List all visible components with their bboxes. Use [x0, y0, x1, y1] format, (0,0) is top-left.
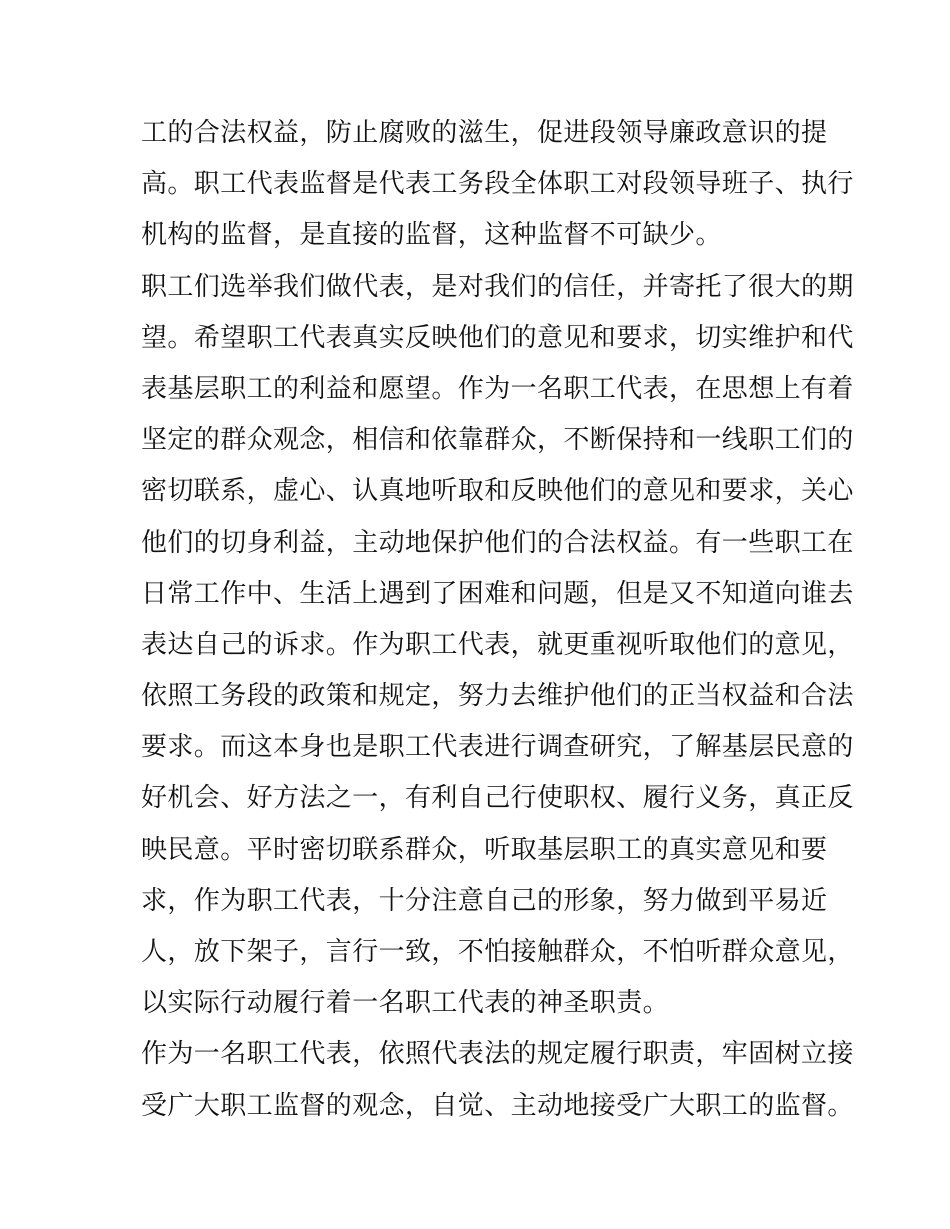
- text-line: 望。希望职工代表真实反映他们的意见和要求，切实维护和代: [141, 322, 854, 353]
- text-line: 坚定的群众观念，相信和依靠群众，不断保持和一线职工们的: [141, 425, 854, 456]
- body-text: [141, 108, 854, 1132]
- text-line: 工的合法权益，防止腐败的滋生，促进段领导廉政意识的提: [141, 118, 828, 148]
- text-line: 以实际行动履行着一名职工代表的神圣职责。: [141, 988, 670, 1019]
- text-line: 日常工作中、生活上遇到了困难和问题，但是又不知道向谁去: [141, 578, 854, 609]
- text-line: 好机会、好方法之一，有利自己行使职权、履行义务，真正反: [141, 783, 854, 814]
- text-line: 受广大职工监督的观念，自觉、主动地接受广大职工的监督。: [141, 1090, 854, 1121]
- text-line: 作为一名职工代表，依照代表法的规定履行职责，牢固树立接: [141, 1039, 854, 1070]
- text-line: 表达自己的诉求。作为职工代表，就更重视听取他们的意见，: [141, 629, 854, 660]
- text-line: 表基层职工的利益和愿望。作为一名职工代表，在思想上有着: [141, 373, 854, 404]
- text-line: 高。职工代表监督是代表工务段全体职工对段领导班子、执行: [141, 169, 854, 200]
- text-line: 机构的监督，是直接的监督，这种监督不可缺少。: [141, 220, 722, 251]
- text-line: 人，放下架子，言行一致，不怕接触群众，不怕听群众意见，: [141, 937, 854, 967]
- text-line: 依照工务段的政策和规定，努力去维护他们的正当权益和合法: [141, 681, 854, 712]
- text-line: 映民意。平时密切联系群众，听取基层职工的真实意见和要: [141, 834, 828, 865]
- text-line: 他们的切身利益，主动地保护他们的合法权益。有一些职工在: [141, 527, 854, 558]
- text-line: 密切联系，虚心、认真地听取和反映他们的意见和要求，关心: [141, 476, 854, 507]
- text-line: 求，作为职工代表，十分注意自己的形象，努力做到平易近: [141, 885, 828, 916]
- text-line: 职工们选举我们做代表，是对我们的信任，并寄托了很大的期: [141, 271, 854, 302]
- text-line: 要求。而这本身也是职工代表进行调查研究，了解基层民意的: [141, 732, 854, 763]
